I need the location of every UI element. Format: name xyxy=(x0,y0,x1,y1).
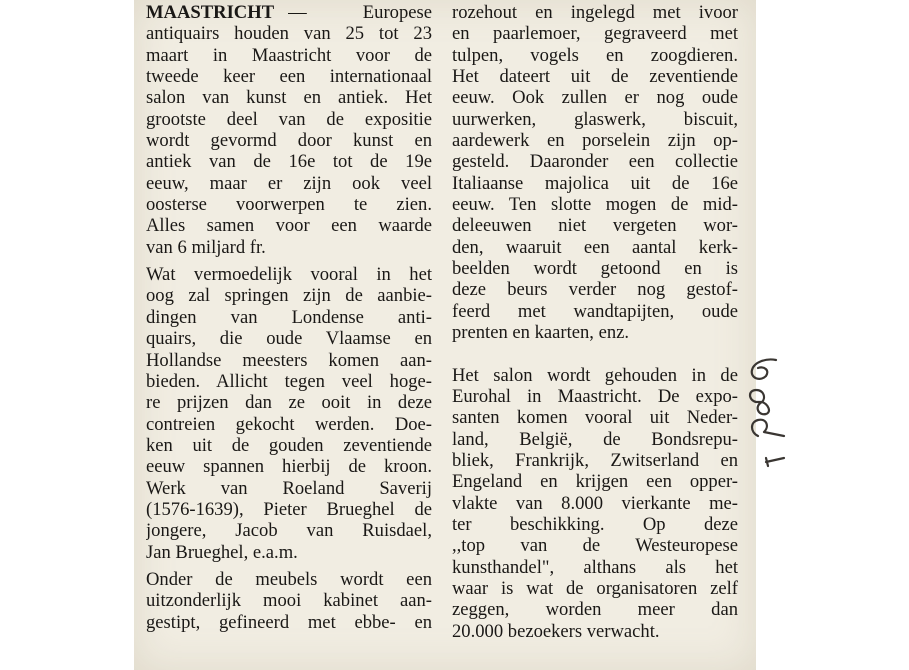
text-line: gestipt, gefineerd met ebbe- en xyxy=(146,611,432,633)
text-line: ,,top van de Westeuropese xyxy=(452,535,738,557)
text-line: ken uit de gouden zeventiende xyxy=(146,434,432,456)
text-line: land, België, de Bondsrepu- xyxy=(452,428,738,450)
text-line: tweede keer een internationaal xyxy=(146,66,432,88)
text-line: Italiaanse majolica uit de 16e xyxy=(452,172,738,194)
text-line: Het dateert uit de zeventiende xyxy=(452,66,738,88)
left-column xyxy=(146,2,432,633)
text-line: eeuw spannen hierbij de kroon. xyxy=(146,456,432,478)
text-line: Wat vermoedelijk vooral in het xyxy=(146,264,432,286)
paragraph-1 xyxy=(146,2,432,258)
text-line: prenten en kaarten, enz. xyxy=(452,322,630,344)
text-line: grootste deel van de expositie xyxy=(146,108,432,130)
text-line: Jan Brueghel, e.a.m. xyxy=(146,541,298,563)
text-line: feerd met wandtapijten, oude xyxy=(452,300,738,322)
text-line: wordt gevormd door kunst en xyxy=(146,130,432,152)
text-line-rest: — Europese xyxy=(288,2,432,23)
text-line: antiquairs houden van 25 tot 23 xyxy=(146,23,432,45)
text-line: Hollandse meesters komen aan- xyxy=(146,349,432,371)
text-line: bieden. Allicht tegen veel hoge- xyxy=(146,370,432,392)
dateline: MAASTRICHT xyxy=(146,2,275,23)
text-line: eeuw. Ook zullen er nog oude xyxy=(452,87,738,109)
text-line: van 6 miljard fr. xyxy=(146,236,266,258)
paragraph-gap xyxy=(452,344,738,365)
text-line: Onder de meubels wordt een xyxy=(146,568,432,590)
paragraph-3 xyxy=(146,569,432,633)
text-line: Engeland en krijgen een opper- xyxy=(452,471,738,493)
text-line: eeuw. Ten slotte mogen de mid- xyxy=(452,194,738,216)
paragraph-5 xyxy=(452,365,738,642)
text-line: eeuw, maar er zijn ook veel xyxy=(146,172,432,194)
text-line: quairs, die oude Vlaamse en xyxy=(146,328,432,350)
text-line: zeggen, worden meer dan xyxy=(452,599,738,621)
text-line: uurwerken, glaswerk, biscuit, xyxy=(452,108,738,130)
text-line: jongere, Jacob van Ruisdael, xyxy=(146,520,432,542)
paragraph-4 xyxy=(452,2,738,344)
text-line: aardewerk en porselein zijn op- xyxy=(452,130,738,152)
text-line: Alles samen voor een waarde xyxy=(146,215,432,237)
text-line xyxy=(146,2,432,23)
text-line: oog zal springen zijn de aanbie- xyxy=(146,285,432,307)
text-line: den, waaruit een aantal kerk- xyxy=(452,236,738,258)
text-line: Werk van Roeland Saverij xyxy=(146,477,432,499)
handwritten-year-drawing xyxy=(736,340,796,470)
text-line: re prijzen dan ze ooit in deze xyxy=(146,392,432,414)
text-line: waar is wat de organisatoren zelf xyxy=(452,577,738,599)
text-line: maart in Maastricht voor de xyxy=(146,44,432,66)
text-line: kunsthandel", althans als het xyxy=(452,556,738,578)
text-line: contreien gekocht werden. Doe- xyxy=(146,413,432,435)
text-line: beelden wordt getoond en is xyxy=(452,258,738,280)
text-line: tulpen, vogels en zoogdieren. xyxy=(452,44,738,66)
text-line: deze beurs verder nog gestof- xyxy=(452,279,738,301)
text-line: antiek van de 16e tot de 19e xyxy=(146,151,432,173)
text-line: ter beschikking. Op deze xyxy=(452,513,738,535)
text-line: rozehout en ingelegd met ivoor xyxy=(452,2,738,23)
text-line: en paarlemoer, gegraveerd met xyxy=(452,23,738,45)
right-column xyxy=(452,2,738,642)
text-line: vlakte van 8.000 vierkante me- xyxy=(452,492,738,514)
text-line: uitzonderlijk mooi kabinet aan- xyxy=(146,590,432,612)
text-line: santen komen vooral uit Neder- xyxy=(452,407,738,429)
text-line: 20.000 bezoekers verwacht. xyxy=(452,620,660,642)
text-line: deleeuwen niet vergeten wor- xyxy=(452,215,738,237)
paragraph-2 xyxy=(146,264,432,563)
text-line: Het salon wordt gehouden in de xyxy=(452,364,738,386)
text-line: (1576-1639), Pieter Brueghel de xyxy=(146,498,432,520)
text-line: dingen van Londense anti- xyxy=(146,306,432,328)
text-line: bliek, Frankrijk, Zwitserland en xyxy=(452,449,738,471)
text-line: salon van kunst en antiek. Het xyxy=(146,87,432,109)
text-line: oosterse voorwerpen te zien. xyxy=(146,194,432,216)
text-line: Eurohal in Maastricht. De expo- xyxy=(452,385,738,407)
handwritten-year-note xyxy=(736,340,796,470)
text-line: gesteld. Daaronder een collectie xyxy=(452,151,738,173)
